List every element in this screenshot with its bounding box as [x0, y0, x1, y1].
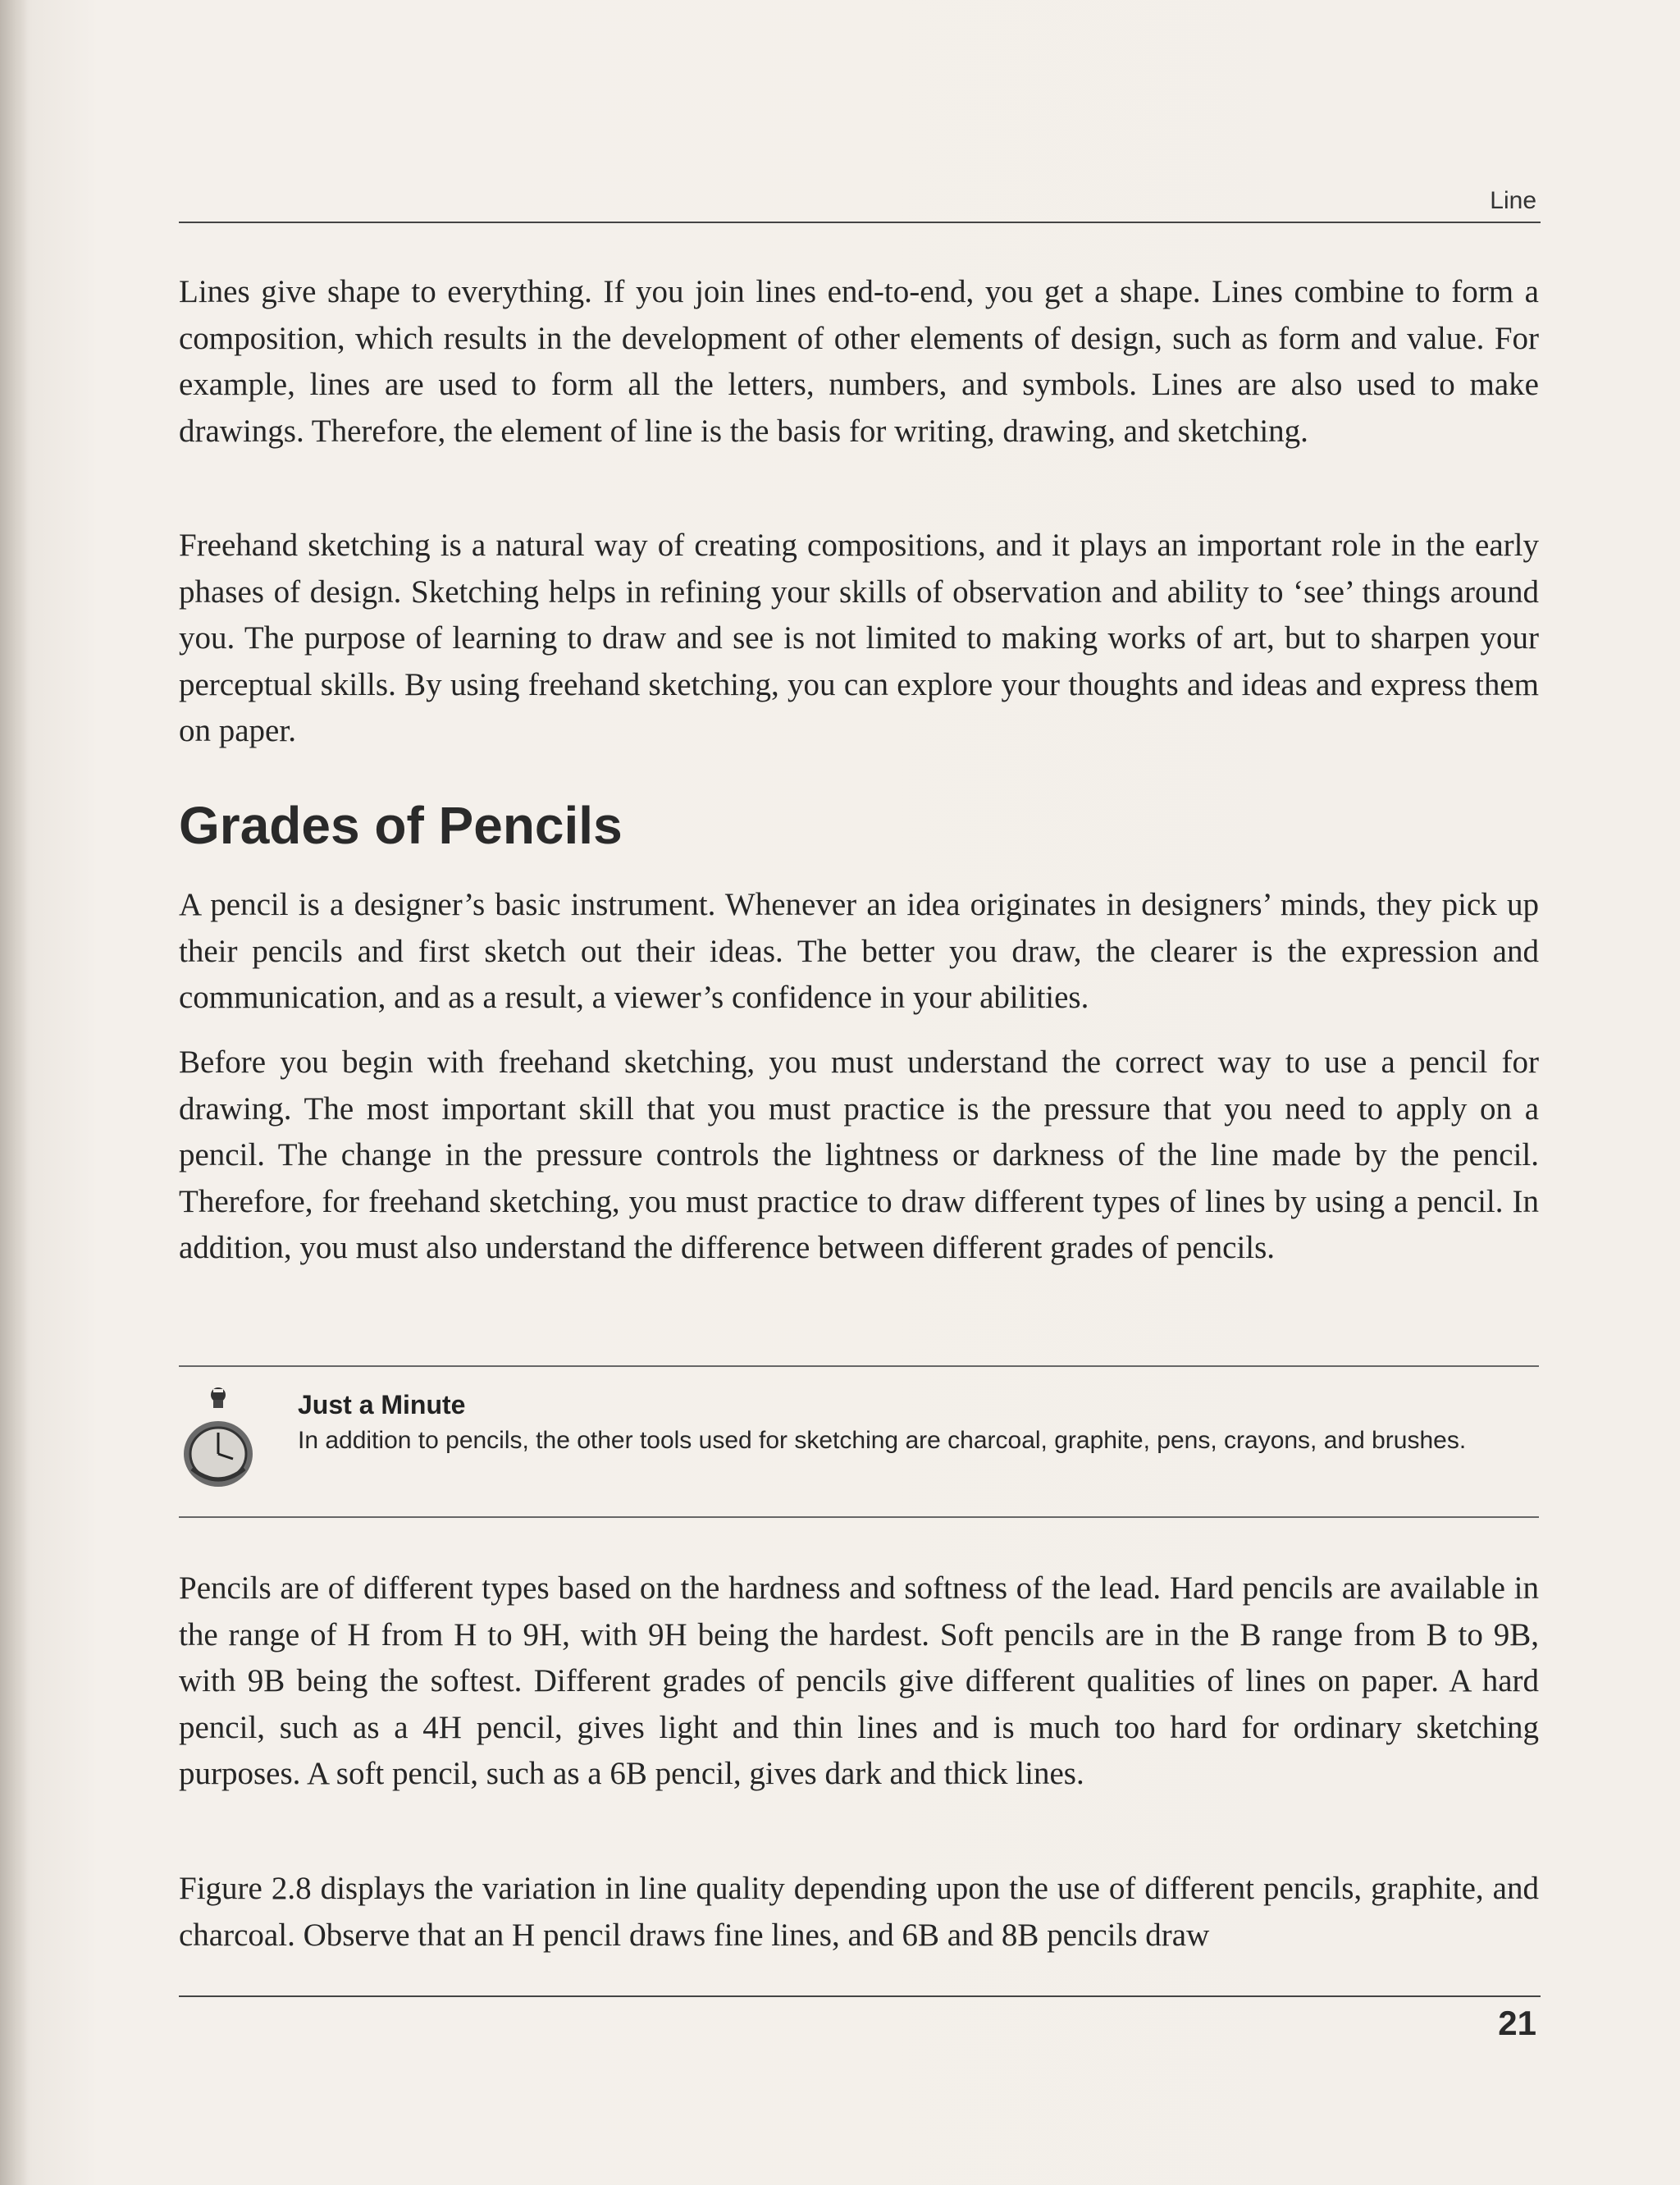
paragraph-pencil-instrument	[179, 882, 1539, 1022]
paragraph-text: Pencils are of different types based on the hardness and softness of the lead. Hard pencils are available in the range of H from H to 9H, with 9H being the hardest. Soft pencils are in the B range from B to 9B, with 9B being the softest. Different grades of pencils give different qualities of lines on paper. A hard pencil, such as a 4H pencil, gives light and thin lines and is much too hard for ordinary sketching purposes. A soft pencil, such as a 6B pencil, gives dark and thick lines.	[179, 1570, 1539, 1791]
paragraph-figure-reference	[179, 1866, 1539, 1959]
paragraph-pencil-types	[179, 1566, 1539, 1798]
running-head	[179, 185, 1541, 223]
running-head-title: Line	[1490, 187, 1536, 214]
book-spine-shadow	[0, 0, 28, 2185]
section-heading: Grades of Pencils	[179, 796, 623, 855]
page-number: 21	[1498, 2004, 1536, 2042]
stopwatch-icon	[180, 1387, 256, 1492]
just-a-minute-note	[179, 1365, 1539, 1518]
paragraph-lines-shape	[179, 269, 1539, 455]
paragraph-text: Before you begin with freehand sketching, you must understand the correct way to use a pencil for drawing. The most important skill that you must practice is the pressure that you need to apply on a pencil. The change in the pressure controls the lightness or darkness of the line made by the pencil. Therefore, for freehand sketching, you must practice to draw different types of lines by using a pencil. In addition, you must also understand the difference between different grades of pencils.	[179, 1045, 1539, 1265]
paragraph-text: Figure 2.8 displays the variation in line quality depending upon the use of different pencils, graphite, and charcoal. Observe that an H pencil draws fine lines, and 6B and 8B pencils draw	[179, 1871, 1539, 1953]
note-title: Just a Minute	[298, 1390, 466, 1419]
paragraph-pencil-pressure	[179, 1040, 1539, 1272]
paragraph-text: Lines give shape to everything. If you join lines end-to-end, you get a shape. Lines combine to form a composition, which results in the development of other elements of design, such as form and value. For example, lines are used to form all the letters, numbers, and symbols. Lines are also used to make drawings. Therefore, the element of line is the basis for writing, drawing, and sketching.	[179, 274, 1539, 449]
paragraph-freehand-sketching	[179, 523, 1539, 755]
page-footer	[179, 1995, 1541, 2046]
paragraph-text: A pencil is a designer’s basic instrument. Whenever an idea originates in designers’ minds, they pick up their pencils and first sketch out their ideas. The better you draw, the clearer is the expression and communication, and as a result, a viewer’s confidence in your abilities.	[179, 887, 1539, 1015]
note-body: In addition to pencils, the other tools used for sketching are charcoal, graphite, pens, crayons, and brushes.	[298, 1427, 1467, 1454]
paragraph-text: Freehand sketching is a natural way of creating compositions, and it plays an important role in the early phases of design. Sketching helps in refining your skills of observation and ability to ‘see’ things around you. The purpose of learning to draw and see is not limited to making works of art, but to sharpen your perceptual skills. By using freehand sketching, you can explore your thoughts and ideas and express them on paper.	[179, 528, 1539, 748]
